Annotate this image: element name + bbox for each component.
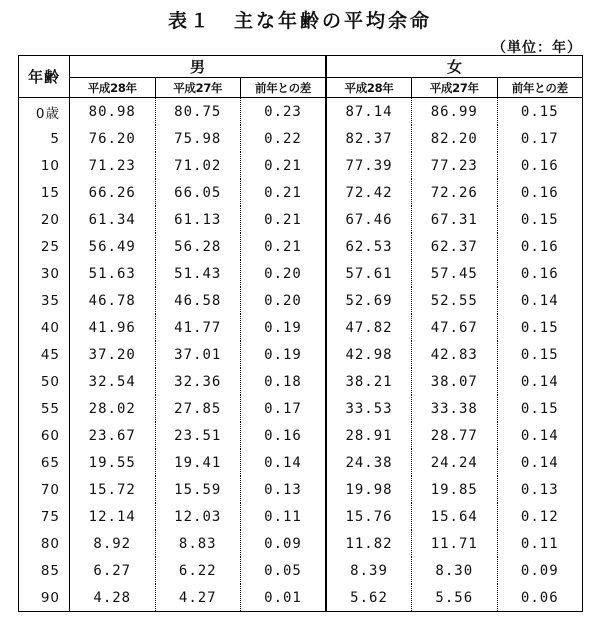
value-cell: 4.28 <box>70 584 156 612</box>
female-group-header: 女 <box>326 56 583 78</box>
value-cell: 0.15 <box>497 314 583 341</box>
value-cell: 80.98 <box>70 98 156 126</box>
age-cell: 35 <box>19 287 70 314</box>
value-cell: 42.98 <box>326 341 412 368</box>
value-cell: 77.39 <box>326 152 412 179</box>
age-cell: 45 <box>19 341 70 368</box>
female-h27-header: 平成27年 <box>412 78 498 98</box>
value-cell: 41.77 <box>155 314 241 341</box>
value-cell: 0.22 <box>241 125 327 152</box>
value-cell: 15.64 <box>412 503 498 530</box>
value-cell: 0.18 <box>241 368 327 395</box>
value-cell: 51.63 <box>70 260 156 287</box>
value-cell: 8.39 <box>326 557 412 584</box>
value-cell: 72.26 <box>412 179 498 206</box>
value-cell: 11.71 <box>412 530 498 557</box>
table-body <box>19 98 583 612</box>
value-cell: 0.20 <box>241 260 327 287</box>
table-row <box>19 422 583 449</box>
value-cell: 0.21 <box>241 206 327 233</box>
value-cell: 0.15 <box>497 341 583 368</box>
value-cell: 38.07 <box>412 368 498 395</box>
male-diff-header: 前年との差 <box>241 78 327 98</box>
value-cell: 15.72 <box>70 476 156 503</box>
value-cell: 0.14 <box>497 368 583 395</box>
value-cell: 86.99 <box>412 98 498 126</box>
age-cell: 70 <box>19 476 70 503</box>
table-row <box>19 476 583 503</box>
value-cell: 0.11 <box>497 530 583 557</box>
value-cell: 75.98 <box>155 125 241 152</box>
value-cell: 28.02 <box>70 395 156 422</box>
value-cell: 27.85 <box>155 395 241 422</box>
male-group-header: 男 <box>70 56 327 78</box>
male-h27-header: 平成27年 <box>155 78 241 98</box>
value-cell: 0.21 <box>241 233 327 260</box>
value-cell: 0.14 <box>497 287 583 314</box>
female-h28-header: 平成28年 <box>326 78 412 98</box>
value-cell: 87.14 <box>326 98 412 126</box>
value-cell: 0.16 <box>497 152 583 179</box>
table-row <box>19 125 583 152</box>
age-cell: 30 <box>19 260 70 287</box>
age-cell: 60 <box>19 422 70 449</box>
value-cell: 37.20 <box>70 341 156 368</box>
value-cell: 56.49 <box>70 233 156 260</box>
value-cell: 46.78 <box>70 287 156 314</box>
value-cell: 0.16 <box>497 233 583 260</box>
value-cell: 82.37 <box>326 125 412 152</box>
value-cell: 28.91 <box>326 422 412 449</box>
table-row <box>19 530 583 557</box>
value-cell: 5.56 <box>412 584 498 612</box>
value-cell: 0.15 <box>497 206 583 233</box>
value-cell: 67.31 <box>412 206 498 233</box>
value-cell: 0.15 <box>497 98 583 126</box>
value-cell: 71.23 <box>70 152 156 179</box>
value-cell: 77.23 <box>412 152 498 179</box>
age-cell: 5 <box>19 125 70 152</box>
table-row <box>19 503 583 530</box>
value-cell: 52.69 <box>326 287 412 314</box>
value-cell: 56.28 <box>155 233 241 260</box>
value-cell: 4.27 <box>155 584 241 612</box>
value-cell: 62.53 <box>326 233 412 260</box>
value-cell: 0.20 <box>241 287 327 314</box>
value-cell: 8.92 <box>70 530 156 557</box>
value-cell: 0.09 <box>497 557 583 584</box>
value-cell: 0.09 <box>241 530 327 557</box>
value-cell: 0.19 <box>241 314 327 341</box>
value-cell: 0.11 <box>241 503 327 530</box>
value-cell: 0.05 <box>241 557 327 584</box>
value-cell: 66.05 <box>155 179 241 206</box>
age-cell: 40 <box>19 314 70 341</box>
age-cell: 85 <box>19 557 70 584</box>
value-cell: 12.14 <box>70 503 156 530</box>
table-row <box>19 314 583 341</box>
age-cell: 25 <box>19 233 70 260</box>
value-cell: 0.14 <box>497 422 583 449</box>
value-cell: 0.16 <box>241 422 327 449</box>
value-cell: 24.24 <box>412 449 498 476</box>
value-cell: 46.58 <box>155 287 241 314</box>
value-cell: 0.13 <box>497 476 583 503</box>
female-diff-header: 前年との差 <box>497 78 583 98</box>
life-expectancy-table <box>18 55 583 612</box>
value-cell: 24.38 <box>326 449 412 476</box>
age-cell: 80 <box>19 530 70 557</box>
table-row <box>19 98 583 126</box>
table-row <box>19 395 583 422</box>
value-cell: 41.96 <box>70 314 156 341</box>
value-cell: 66.26 <box>70 179 156 206</box>
value-cell: 33.38 <box>412 395 498 422</box>
value-cell: 32.36 <box>155 368 241 395</box>
table-row <box>19 287 583 314</box>
value-cell: 12.03 <box>155 503 241 530</box>
value-cell: 82.20 <box>412 125 498 152</box>
age-cell: 15 <box>19 179 70 206</box>
value-cell: 19.41 <box>155 449 241 476</box>
value-cell: 0.15 <box>497 395 583 422</box>
table-row <box>19 152 583 179</box>
value-cell: 0.14 <box>241 449 327 476</box>
value-cell: 0.06 <box>497 584 583 612</box>
table-row <box>19 557 583 584</box>
value-cell: 42.83 <box>412 341 498 368</box>
table-row <box>19 260 583 287</box>
value-cell: 11.82 <box>326 530 412 557</box>
value-cell: 5.62 <box>326 584 412 612</box>
value-cell: 37.01 <box>155 341 241 368</box>
value-cell: 0.16 <box>497 260 583 287</box>
age-cell: 50 <box>19 368 70 395</box>
value-cell: 38.21 <box>326 368 412 395</box>
table-row <box>19 341 583 368</box>
value-cell: 52.55 <box>412 287 498 314</box>
table-row <box>19 233 583 260</box>
value-cell: 0.13 <box>241 476 327 503</box>
value-cell: 0.14 <box>497 449 583 476</box>
value-cell: 61.34 <box>70 206 156 233</box>
age-cell: 10 <box>19 152 70 179</box>
age-cell: 0歳 <box>19 98 70 126</box>
value-cell: 32.54 <box>70 368 156 395</box>
value-cell: 47.67 <box>412 314 498 341</box>
value-cell: 61.13 <box>155 206 241 233</box>
value-cell: 6.22 <box>155 557 241 584</box>
table-title: 表１ 主な年齢の平均余命 <box>167 10 432 32</box>
value-cell: 47.82 <box>326 314 412 341</box>
value-cell: 33.53 <box>326 395 412 422</box>
value-cell: 0.17 <box>241 395 327 422</box>
table-row <box>19 584 583 612</box>
value-cell: 15.59 <box>155 476 241 503</box>
value-cell: 19.55 <box>70 449 156 476</box>
value-cell: 72.42 <box>326 179 412 206</box>
age-cell: 65 <box>19 449 70 476</box>
value-cell: 23.67 <box>70 422 156 449</box>
age-cell: 55 <box>19 395 70 422</box>
table-row <box>19 449 583 476</box>
value-cell: 0.16 <box>497 179 583 206</box>
value-cell: 57.61 <box>326 260 412 287</box>
value-cell: 51.43 <box>155 260 241 287</box>
value-cell: 0.17 <box>497 125 583 152</box>
value-cell: 0.21 <box>241 152 327 179</box>
value-cell: 71.02 <box>155 152 241 179</box>
value-cell: 15.76 <box>326 503 412 530</box>
value-cell: 19.85 <box>412 476 498 503</box>
value-cell: 62.37 <box>412 233 498 260</box>
value-cell: 57.45 <box>412 260 498 287</box>
age-cell: 20 <box>19 206 70 233</box>
value-cell: 19.98 <box>326 476 412 503</box>
value-cell: 6.27 <box>70 557 156 584</box>
value-cell: 0.23 <box>241 98 327 126</box>
table-row <box>19 368 583 395</box>
age-column-header: 年齢 <box>19 56 70 98</box>
value-cell: 8.83 <box>155 530 241 557</box>
age-cell: 75 <box>19 503 70 530</box>
value-cell: 80.75 <box>155 98 241 126</box>
value-cell: 0.12 <box>497 503 583 530</box>
value-cell: 8.30 <box>412 557 498 584</box>
value-cell: 67.46 <box>326 206 412 233</box>
value-cell: 76.20 <box>70 125 156 152</box>
value-cell: 0.19 <box>241 341 327 368</box>
age-cell: 90 <box>19 584 70 612</box>
unit-label: （単位：年） <box>492 40 582 56</box>
male-h28-header: 平成28年 <box>70 78 156 98</box>
value-cell: 0.01 <box>241 584 327 612</box>
table-row <box>19 206 583 233</box>
value-cell: 28.77 <box>412 422 498 449</box>
value-cell: 23.51 <box>155 422 241 449</box>
value-cell: 0.21 <box>241 179 327 206</box>
table-row <box>19 179 583 206</box>
